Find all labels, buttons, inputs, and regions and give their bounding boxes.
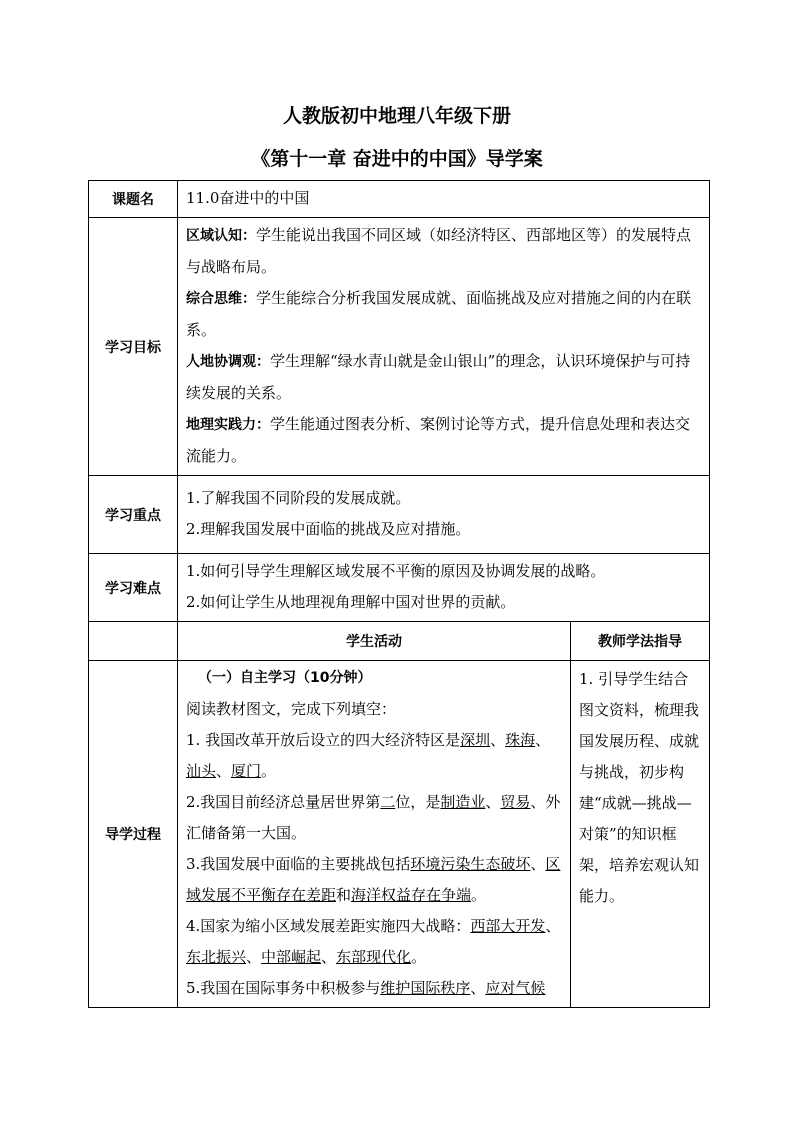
answer: 中部崛起 — [261, 948, 322, 966]
sep: 、 — [470, 979, 486, 997]
difficulty-point: 2.如何让学生从地理视角理解中国对世界的贡献。 — [186, 593, 516, 611]
goals-label: 学习目标 — [89, 218, 178, 476]
q-text: 5.我国在国际事务中积极参与 — [186, 979, 381, 997]
instruction: 阅读教材图文，完成下列填空： — [186, 700, 397, 718]
student-activity-content — [178, 661, 571, 1008]
q-text: 位，是 — [395, 793, 441, 811]
goal-head: 综合思维： — [186, 291, 256, 307]
q-end: 。 — [261, 762, 277, 780]
goal-item — [186, 220, 703, 283]
q-text: 3.我国发展中面临的主要挑战包括 — [186, 855, 411, 873]
answer: 厦门 — [231, 762, 262, 780]
q-end: 。 — [411, 948, 427, 966]
topic-value: 11.0奋进中的中国 — [178, 181, 710, 218]
goals-row — [89, 218, 710, 476]
answer: 区域发展不平衡存在差距 — [186, 855, 561, 904]
goal-head: 区域认知： — [186, 228, 256, 244]
answer: 二 — [380, 793, 396, 811]
question-4 — [186, 911, 564, 973]
goal-head: 地理实践力： — [186, 417, 270, 433]
answer: 珠海 — [505, 731, 536, 749]
key-point: 1.了解我国不同阶段的发展成就。 — [186, 489, 411, 507]
key-points-content — [178, 476, 710, 554]
key-points-label: 学习重点 — [89, 476, 178, 554]
answer: 贸易 — [500, 793, 531, 811]
difficulty-point: 1.如何引导学生理解区域发展不平衡的原因及协调发展的战略。 — [186, 562, 606, 580]
answer: 海洋权益存在争端 — [351, 886, 472, 904]
q-text: 和 — [336, 886, 352, 904]
goal-item — [186, 409, 703, 472]
goal-text: 学生能通过图表分析、案例讨论等方式，提升信息处理和表达交流能力。 — [186, 415, 691, 465]
q-text: 2.我国目前经济总量居世界第 — [186, 793, 381, 811]
answer: 维护国际秩序 — [380, 979, 471, 997]
empty-header-cell — [89, 622, 178, 661]
sep: 、 — [216, 762, 232, 780]
goal-head: 人地协调观： — [186, 354, 270, 370]
topic-row — [89, 181, 710, 218]
answer: 深圳 — [460, 731, 491, 749]
chapter-title: 《第十一章 奋进中的中国》导学案 — [251, 148, 543, 170]
difficulties-label: 学习难点 — [89, 554, 178, 622]
goal-text: 学生理解“绿水青山就是金山银山”的理念，认识环境保护与可持续发展的关系。 — [186, 352, 691, 402]
question-3 — [186, 849, 564, 911]
topic-label: 课题名 — [89, 181, 178, 218]
sep: 、 — [485, 793, 501, 811]
q-end: 。 — [471, 886, 487, 904]
answer: 东部现代化 — [336, 948, 412, 966]
question-5 — [186, 973, 564, 1004]
sep: 、 — [321, 948, 337, 966]
question-2 — [186, 787, 564, 849]
sep: 、 — [530, 855, 546, 873]
process-row — [89, 661, 710, 1008]
sep: 、 — [545, 917, 561, 935]
answer: 东北振兴 — [186, 948, 247, 966]
q-text: 4.国家为缩小区域发展差距实施四大战略： — [186, 917, 471, 935]
answer: 制造业 — [440, 793, 486, 811]
document-title: 人教版初中地理八年级下册 — [282, 105, 511, 127]
teacher-guidance-header: 教师学法指导 — [571, 622, 710, 661]
answer: 西部大开发 — [470, 917, 546, 935]
question-1 — [186, 725, 564, 787]
goal-text: 学生能说出我国不同区域（如经济特区、西部地区等）的发展特点与战略布局。 — [186, 226, 692, 276]
q-text: 1. 我国改革开放后设立的四大经济特区是 — [186, 731, 461, 749]
answer: 应对气候 — [485, 979, 546, 997]
student-activity-header: 学生活动 — [178, 622, 571, 661]
activity-header-row — [89, 622, 710, 661]
sep: 、 — [535, 731, 551, 749]
teacher-guidance-content: 1. 引导学生结合图文资料，梳理我国发展历程、成就与挑战，初步构建“成就—挑战—对策”的知识框架，培养宏观认知能力。 — [571, 661, 710, 1008]
goal-item — [186, 283, 703, 346]
sep: 、 — [490, 731, 506, 749]
difficulties-content — [178, 554, 710, 622]
q-end: 、外汇储备第一大国。 — [186, 793, 561, 842]
goals-content — [178, 218, 710, 476]
key-points-row — [89, 476, 710, 554]
answer: 汕头 — [186, 762, 217, 780]
study-guide-table — [88, 180, 710, 1008]
sep: 、 — [246, 948, 262, 966]
key-point: 2.理解我国发展中面临的挑战及应对措施。 — [186, 520, 471, 538]
difficulties-row — [89, 554, 710, 622]
goal-item — [186, 346, 703, 409]
process-label: 导学过程 — [89, 661, 178, 1008]
section-title: （一）自主学习（10分钟） — [198, 670, 372, 686]
goal-text: 学生能综合分析我国发展成就、面临挑战及应对措施之间的内在联系。 — [186, 289, 692, 339]
answer: 环境污染生态破坏 — [410, 855, 531, 873]
